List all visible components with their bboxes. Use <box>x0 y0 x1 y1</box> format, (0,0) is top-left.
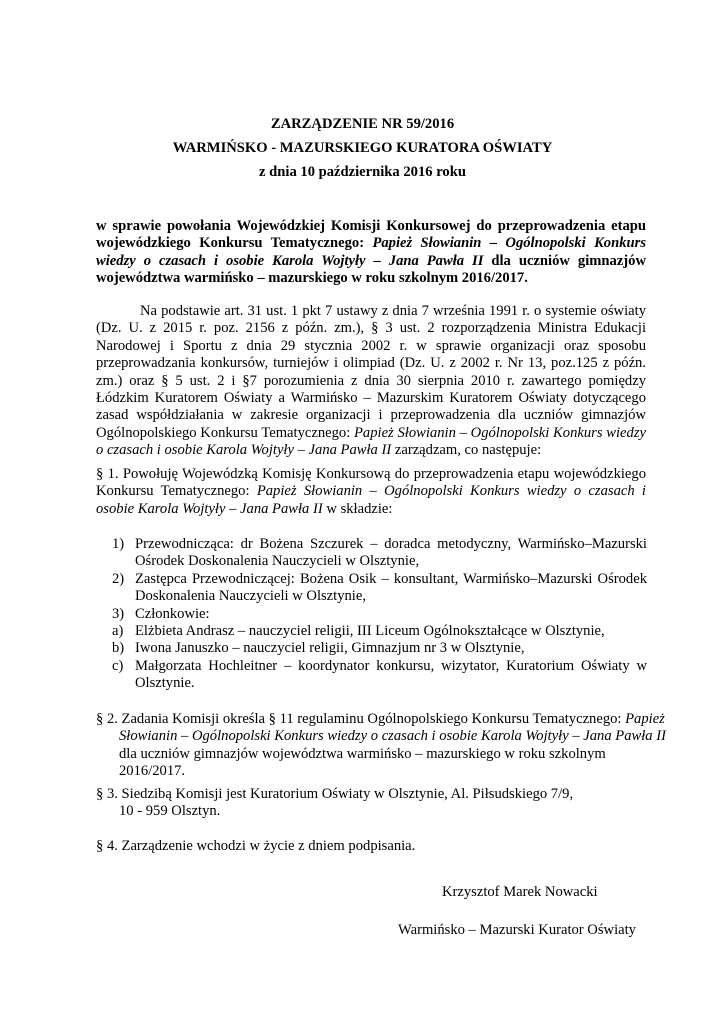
list-item <box>112 623 647 640</box>
list-item <box>112 606 647 623</box>
legal-basis-text: Na podstawie art. 31 ust. 1 pkt 7 ustawy z dnia 7 września 1991 r. o systemie oświaty (Dz. U. z 2015 r. poz. 2156 z późn. zm.), § 3 ust. 2 rozporządzenia Ministra Edukacji Narodowej i Sportu z dnia 29 stycznia 2002 r. w sprawie organizacji oraz sposobu przeprowadzania konkursów, turniejów i olimpiad (Dz. U. z 2002 r. Nr 13, poz.125 z późn. zm.) oraz § 5 ust. 2 i §7 porozumienia z dnia 30 sierpnia 2010 r. zawartego pomiędzy Łódzkim Kuratorem Oświaty a Warmińsko – Mazurskim Kuratorem Oświaty dotyczącego zasad współdziałania w zakresie organizacji i przeprowadzenia dla uczniów gimnazjów Ogólnopolskiego Konkursu Tematycznego: <box>96 303 646 441</box>
section-2-paragraph <box>96 711 669 781</box>
list-item-text: Elżbieta Andrasz – nauczyciel religii, III Liceum Ogólnokształcące w Olsztynie, <box>135 623 605 640</box>
signatory-title: Warmińsko – Mazurski Kurator Oświaty <box>398 922 636 938</box>
section-1-contest-name: Papież Słowianin – Ogólnopolski Konkurs wiedzy o czasach i osobie Karola Wojtyły – Jana Pawła II <box>96 483 646 517</box>
list-item <box>112 658 647 693</box>
list-item <box>112 536 647 571</box>
section-2-contest-name: Papież Słowianin – Ogólnopolski Konkurs wiedzy o czasach i osobie Karola Wojtyły – Jana Pawła II <box>119 711 666 745</box>
list-marker: c) <box>112 657 124 674</box>
list-item-text: Członkowie: <box>135 605 210 622</box>
list-marker: 3) <box>112 605 125 622</box>
legal-basis-text-end: zarządzam, co następuje: <box>391 442 542 459</box>
list-item-text: Przewodnicząca: dr Bożena Szczurek – doradca metodyczny, Warmińsko–Mazurski Ośrodek Doskonalenia Nauczycieli w Olsztynie, <box>135 536 647 570</box>
list-marker: b) <box>112 640 125 657</box>
section-3-paragraph <box>96 786 646 821</box>
signatory-name: Krzysztof Marek Nowacki <box>442 884 598 900</box>
subject-text: w sprawie powołania Wojewódzkiej Komisji Konkursowej do przeprowadzenia etapu wojewódzkiego Konkursu Tematycznego: <box>96 218 646 252</box>
section-2-text-end: dla uczniów gimnazjów województwa warmińsko – mazurskiego w roku szkolnym 2016/2017. <box>119 745 606 780</box>
section-2-text: § 2. Zadania Komisji określa § 11 regulaminu Ogólnopolskiego Konkursu Tematycznego: <box>96 711 626 727</box>
list-item-text: Iwona Januszko – nauczyciel religii, Gimnazjum nr 3 w Olsztynie, <box>135 640 525 657</box>
section-1-text: § 1. Powołuję Wojewódzką Komisję Konkursową do przeprowadzenia etapu wojewódzkiego Konkursu Tematycznego: <box>96 466 646 500</box>
subject-text-end: dla uczniów gimnazjów województwa warmińsko – mazurskiego w roku szkolnym 2016/2017. <box>96 252 646 287</box>
list-marker: a) <box>112 623 124 640</box>
legal-basis-paragraph <box>96 303 646 460</box>
list-item-text: Zastępca Przewodniczącej: Bożena Osik – konsultant, Warmińsko–Mazurski Ośrodek Doskonalenia Nauczycieli w Olsztynie, <box>135 570 647 605</box>
committee-list <box>112 536 647 693</box>
document-date: z dnia 10 października 2016 roku <box>259 164 466 180</box>
subject-contest-name: Papież Słowianin – Ogólnopolski Konkurs wiedzy o czasach i osobie Karola Wojtyły – Jana Pawła II <box>96 235 646 269</box>
list-marker: 1) <box>112 536 125 552</box>
section-3-line: § 3. Siedzibą Komisji jest Kuratorium Oświaty w Olsztynie, Al. Piłsudskiego 7/9, <box>96 786 574 802</box>
document-title: ZARZĄDZENIE NR 59/2016 <box>270 116 455 132</box>
list-item <box>112 640 647 657</box>
subject-paragraph <box>96 218 646 288</box>
list-marker: 2) <box>112 570 125 587</box>
legal-basis-contest-name: Papież Słowianin – Ogólnopolski Konkurs wiedzy o czasach i osobie Karola Wojtyły – Jana Pawła II <box>96 424 646 459</box>
section-3-address-line: 10 - 959 Olsztyn. <box>119 803 221 820</box>
list-item-text: Małgorzata Hochleitner – koordynator konkursu, wizytator, Kuratorium Oświaty w Olsztynie. <box>135 657 647 692</box>
issuer-title: WARMIŃSKO - MAZURSKIEGO KURATORA OŚWIATY <box>172 140 553 156</box>
section-1-text-end: w składzie: <box>322 500 393 517</box>
section-1-paragraph <box>96 466 646 518</box>
list-item <box>112 571 647 606</box>
section-4-paragraph: § 4. Zarządzenie wchodzi w życie z dniem podpisania. <box>96 838 416 854</box>
